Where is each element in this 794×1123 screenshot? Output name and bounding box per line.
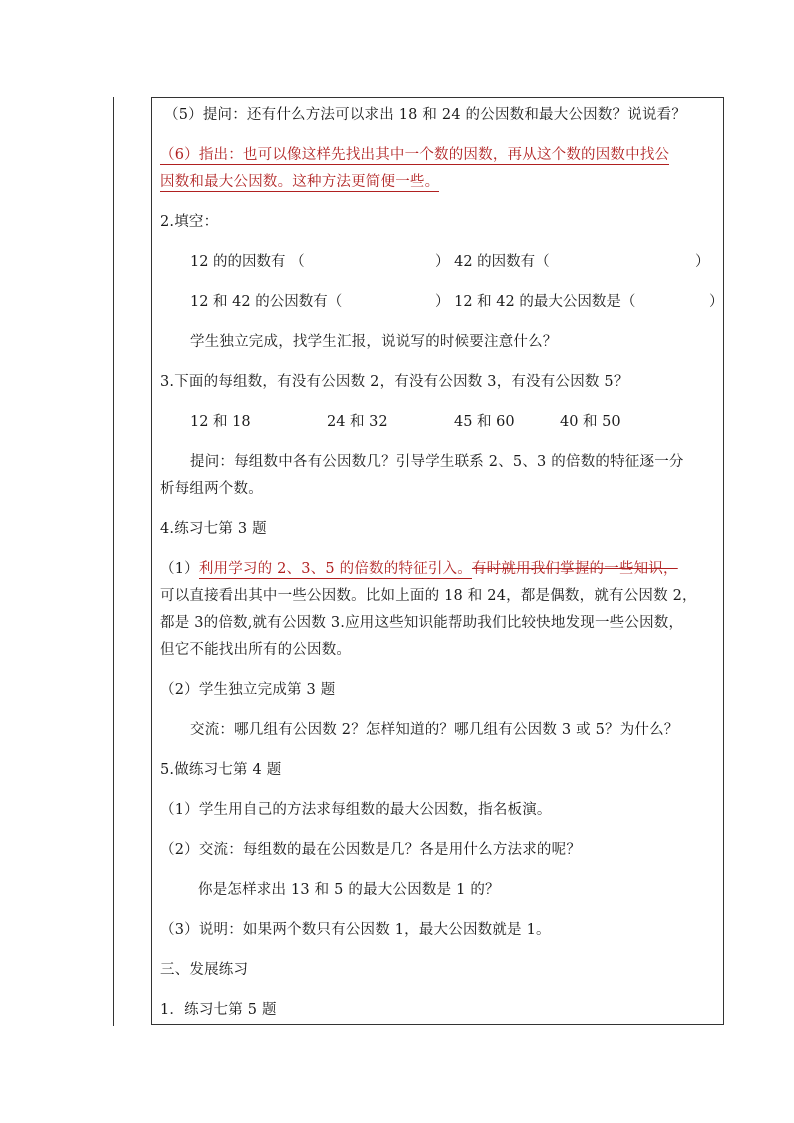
annotation-text: 利用学习的 2、3、5 的倍数的特征引入。 — [198, 561, 472, 577]
margin-rule — [113, 97, 114, 1026]
text-line: （1）学生用自己的方法求每组数的最大公因数，指名板演。 — [160, 802, 552, 818]
text-line: 你是怎样求出 13 和 5 的最大公因数是 1 的？ — [198, 882, 500, 898]
item-number: （1） — [160, 561, 199, 577]
annotation-text: （6）指出：也可以像这样先找出其中一个数的因数，再从这个数的因数中找公 — [160, 147, 670, 163]
number-pair: 40 和 50 — [560, 414, 621, 430]
fill-blank-text: ） — [695, 254, 710, 270]
text-line: 析每组两个数。 — [160, 481, 263, 497]
section-heading-development-practice: 三、发展练习 — [160, 962, 249, 978]
number-pair: 45 和 60 — [454, 414, 515, 430]
text-line: （2）学生独立完成第 3 题 — [160, 682, 336, 698]
annotation-line-item-1 — [160, 559, 726, 579]
fill-blank-text: ） 42 的因数有（ — [435, 254, 550, 270]
fill-blank-text: ） 12 和 42 的最大公因数是（ — [435, 294, 636, 310]
section-heading-common-factors: 3.下面的每组数，有没有公因数 2，有没有公因数 3，有没有公因数 5？ — [160, 374, 629, 390]
fill-blank-text: 12 和 42 的公因数有（ — [190, 294, 343, 310]
annotation-line-point-6-cont — [160, 172, 726, 192]
fill-blank-text: ） — [709, 294, 724, 310]
fill-blank-text: 12 的的因数有 （ — [190, 254, 305, 270]
text-line-question-5: （5）提问：还有什么方法可以求出 18 和 24 的公因数和最大公因数？说说看？ — [164, 107, 687, 123]
number-pair: 24 和 32 — [327, 414, 388, 430]
text-line: 都是 3的倍数,就有公因数 3.应用这些知识能帮助我们比较快地发现一些公因数， — [160, 615, 684, 631]
lesson-table-cell — [151, 97, 724, 1025]
text-line: 但它不能找出所有的公因数。 — [160, 642, 352, 658]
text-line: （2）交流：每组数的最在公因数是几？各是用什么方法求的呢？ — [160, 842, 582, 858]
text-line: 可以直接看出其中一些公因数。比如上面的 18 和 24，都是偶数，就有公因数 2， — [160, 588, 697, 604]
text-line: 学生独立完成，找学生汇报，说说写的时候要注意什么？ — [190, 334, 558, 350]
text-line: （3）说明：如果两个数只有公因数 1，最大公因数就是 1。 — [160, 922, 551, 938]
annotation-line-point-6 — [160, 145, 726, 165]
section-heading-fill-blank: 2.填空： — [160, 214, 219, 230]
text-line: 提问：每组数中各有公因数几？引导学生联系 2、5、3 的倍数的特征逐一分 — [190, 454, 684, 470]
section-heading-exercise-7-3: 4.练习七第 3 题 — [160, 521, 267, 537]
annotation-strikethrough-text: 有时就用我们掌握的一些知识， — [471, 561, 678, 577]
number-pair: 12 和 18 — [190, 414, 251, 430]
text-line: 1．练习七第 5 题 — [160, 1002, 277, 1018]
text-line: 交流：哪几组有公因数 2？怎样知道的？哪几组有公因数 3 或 5？为什么？ — [190, 722, 679, 738]
section-heading-exercise-7-4: 5.做练习七第 4 题 — [160, 762, 282, 778]
annotation-text: 因数和最大公因数。这种方法更简便一些。 — [160, 174, 440, 190]
